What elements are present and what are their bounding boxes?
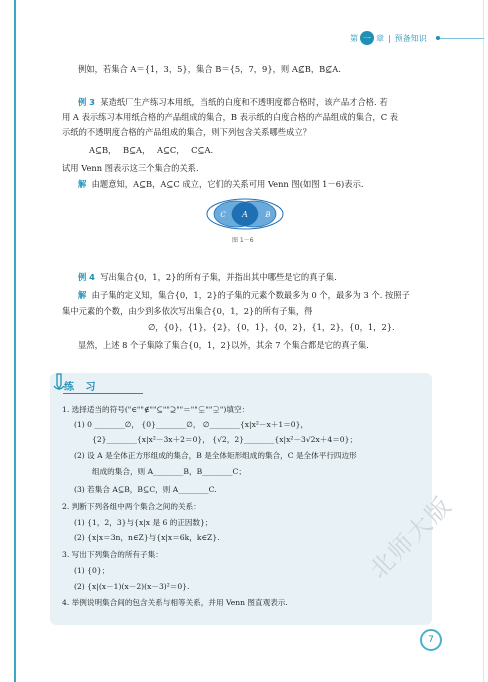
chapter-prefix: 第 [350,33,358,43]
solution4-conclusion: 显然，上述 8 个子集除了集合{0，1，2}以外，其余 7 个集合都是它的真子集. [78,340,369,350]
practice-item: (2) 设 A 是全体正方形组成的集合，B 是全体矩形组成的集合，C 是全体平行四边形 [74,451,357,460]
solution3-line: 解 由题意知，A⊆B，A⊆C 成立，它们的关系可用 Venn 图(如图 1－6)表示. [78,179,364,189]
venn-diagram [205,197,285,231]
chapter-suffix: 章 [376,33,384,43]
practice-title: 练 习 [64,382,100,393]
publisher-watermark: 北师大版 [364,490,458,585]
chapter-number-badge: 一 [360,31,374,45]
example4-label: 例 4 [78,272,95,282]
page-number: 7 [420,629,442,651]
solution-label: 解 [78,179,87,189]
practice-item: (2) {x|(x－1)(x－2)(x－3)²＝0}. [74,582,190,591]
example3-line2: 用 A 表示练习本用纸合格的产品组成的集合，B 表示纸的白度合格的产品组成的集合，C 表 [62,112,398,122]
solution-label-2: 解 [78,290,87,300]
practice-item: 3. 写出下列集合的所有子集： [62,550,163,559]
example3-line5: 试用 Venn 图表示这三个集合的关系. [62,163,199,173]
practice-item: 2. 判断下列各组中两个集合之间的关系： [62,502,201,511]
set-a-label: A [242,210,248,219]
example3-line3: 示纸的不透明度合格的产品组成的集合，则下列包含关系哪些成立？ [62,127,311,137]
left-border [14,0,16,682]
set-b-label: B [265,211,271,219]
practice-item: 1. 选择适当的符号("∈""∉""⊆""⊇""＝""⊊""⊋")填空： [62,405,250,414]
chapter-header: 第 一 章 | 预备知识 [350,31,427,45]
practice-item: 4. 举例说明集合间的包含关系与相等关系，并用 Venn 图直观表示. [62,598,288,607]
header-rule [440,38,484,39]
practice-item: (2) {x|x＝3n，n∈Z}与{x|x＝6k，k∈Z}. [74,533,220,542]
practice-title-rule [63,393,143,394]
practice-item: {2}________{x|x²－3x＋2＝0}， {√2，2}________{x|x²－3√2x＋4＝0}； [92,435,358,444]
example-line: 例如，若集合 A＝{1，3，5}，集合 B＝{5，7，9}，则 A⊈B，B⊈A. [78,64,341,74]
section-title: 预备知识 [394,33,427,43]
example3-options: A⊆B， B⊆A， A⊆C， C⊆A. [89,145,214,155]
practice-item: (1) {1，2，3}与{x|x 是 6 的正因数}； [74,518,213,527]
solution4-line1: 解 由子集的定义知，集合{0，1，2}的子集的元素个数最多为 0 个，最多为 3 个. 按照子 [78,290,410,300]
set-c-label: C [220,211,226,219]
right-border [483,0,484,682]
practice-item: (3) 若集合 A⊆B，B⊆C，则 A________C. [74,485,217,494]
practice-item: 组成的集合，则 A________B，B________C； [92,467,246,476]
practice-item: (1) {0}； [74,566,110,575]
example3-line1: 例 3 某造纸厂生产练习本用纸，当纸的白度和不透明度都合格时，该产品才合格. 若 [78,97,388,107]
example3-label: 例 3 [78,97,95,107]
figure-caption: 图 1－6 [232,237,254,244]
subsets-list: ∅，{0}，{1}，{2}，{0，1}，{0，2}，{1，2}，{0，1，2}. [148,322,395,332]
example4-line: 例 4 写出集合{0，1，2}的所有子集，并指出其中哪些是它的真子集. [78,272,337,282]
practice-item: (1) 0 ________∅， {0}________∅， ∅________{x|x²－x＋1＝0}， [74,420,309,429]
solution4-line2: 集中元素的个数，由少到多依次写出集合{0，1，2}的所有子集，得 [62,306,313,316]
